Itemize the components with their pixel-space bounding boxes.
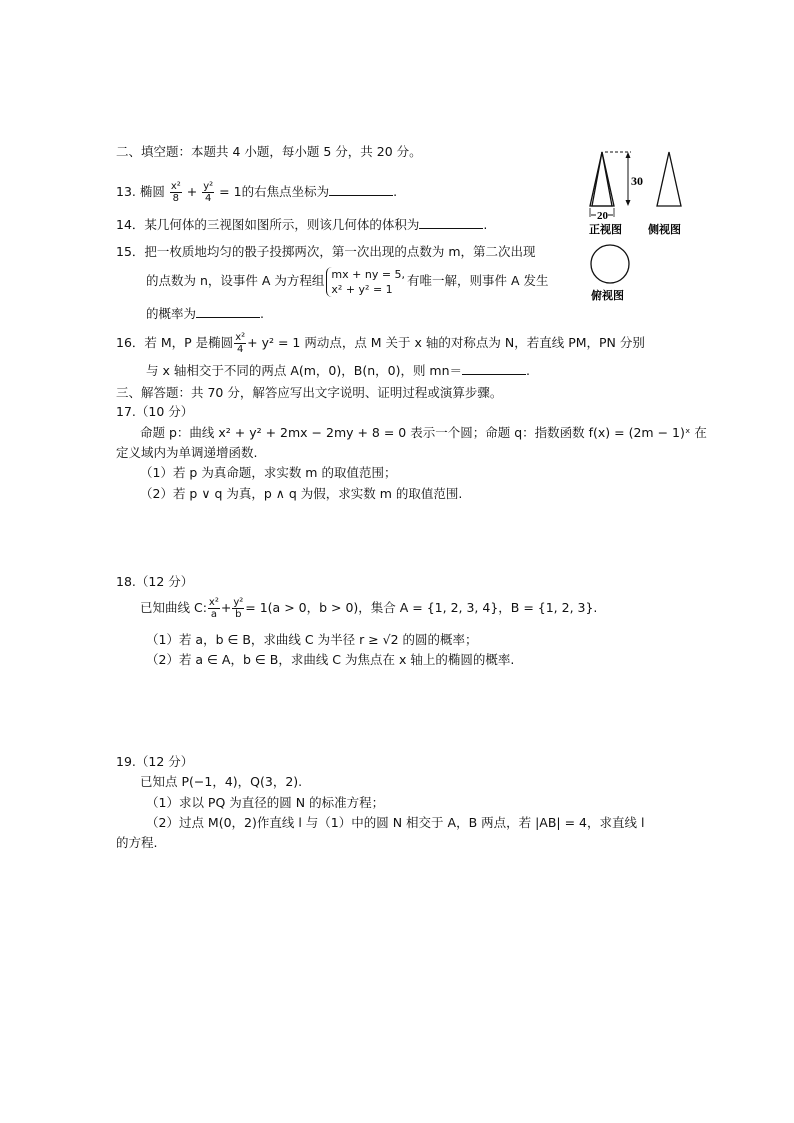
- q18-fraction-y: $\frac{\text{y²}}{b}$: [233, 597, 244, 620]
- top-view-label: 俯视图: [591, 290, 624, 302]
- q13-fraction-y: $\frac{\text{y²}}{4}$: [203, 181, 214, 204]
- q19-part2-cont: 的方程.: [116, 835, 158, 850]
- height-arrow-top: [626, 152, 631, 158]
- q18-part1: （1）若 a，b ∈ B，求曲线 C 为半径 r ≥ √2 的圆的概率；: [146, 632, 478, 647]
- q18-title: 18.（12 分）: [116, 574, 194, 589]
- width-label: 20: [597, 210, 608, 222]
- question-14: 14．某几何体的三视图如图所示，则该几何体的体积为 .: [116, 217, 488, 232]
- q14-text: 14．某几何体的三视图如图所示，则该几何体的体积为: [116, 217, 420, 232]
- q13-number: 13. 椭圆: [116, 184, 165, 199]
- q19-part1: （1）求以 PQ 为直径的圆 N 的标准方程；: [146, 795, 385, 810]
- q15-answer-blank[interactable]: [196, 305, 260, 318]
- q13-equals: = 1: [219, 184, 242, 199]
- q15-equation-system: mx + ny = 5, x² + y² = 1: [326, 267, 405, 297]
- top-view-circle: [591, 245, 629, 283]
- side-view-triangle: [657, 152, 681, 206]
- front-view-triangle: [592, 152, 612, 206]
- question-15-line3: 的概率为 .: [146, 306, 264, 321]
- q14-answer-blank[interactable]: [419, 216, 483, 229]
- q17-line2: 定义域内为单调递增函数.: [116, 445, 258, 460]
- q17-line1: 命题 p：曲线 x² + y² + 2mx − 2my + 8 = 0 表示一个圆；命题 q：指数函数 f(x) = (2m − 1)ˣ 在: [140, 425, 707, 440]
- q17-title: 17.（10 分）: [116, 404, 194, 419]
- q17-part2: （2）若 p ∨ q 为真，p ∧ q 为假，求实数 m 的取值范围.: [140, 486, 463, 501]
- height-label: 30: [631, 174, 643, 188]
- q13-plus: +: [186, 184, 198, 199]
- height-arrow-bottom: [626, 200, 631, 206]
- section3-heading: 三、解答题：共 70 分，解答应写出文字说明、证明过程或演算步骤。: [116, 385, 503, 400]
- question-16-line2: 与 x 轴相交于不同的两点 A(m，0)，B(n，0)，则 mn＝ .: [146, 363, 531, 378]
- q16-answer-blank[interactable]: [462, 362, 526, 375]
- q13-answer-blank[interactable]: [329, 183, 393, 196]
- question-13: 13. 椭圆 $\frac{\text{x²}}{8}$ + $\frac{\text{y²}}{4}$ = 1的右焦点坐标为 .: [116, 181, 398, 204]
- question-15-line2: 的点数为 n，设事件 A 为方程组 mx + ny = 5, x² + y² = 1 有唯一解，则事件 A 发生: [146, 267, 549, 296]
- front-view-label: 正视图: [589, 224, 622, 236]
- q13-text: 的右焦点坐标为: [241, 184, 330, 199]
- q13-fraction-x: $\frac{\text{x²}}{8}$: [170, 181, 181, 204]
- question-15-line1: 15．把一枚质地均匀的骰子投掷两次，第一次出现的点数为 m，第二次出现: [116, 244, 536, 259]
- q19-line1: 已知点 P(−1，4)，Q(3，2).: [140, 774, 303, 789]
- q19-part2: （2）过点 M(0，2)作直线 l 与（1）中的圆 N 相交于 A，B 两点，若 |AB| = 4，求直线 l: [146, 815, 645, 830]
- q16-fraction: $\frac{\text{x²}}{4}$: [235, 332, 246, 355]
- q18-fraction-x: $\frac{\text{x²}}{a}$: [208, 597, 219, 620]
- q18-line1: 已知曲线 C: $\frac{\text{x²}}{a}$ + $\frac{\text{y²}}{b}$ = 1(a > 0，b > 0)，集合 A = {1, 2, 3, 4}，B = {1, 2, 3}.: [140, 597, 598, 620]
- q17-part1: （1）若 p 为真命题，求实数 m 的取值范围；: [140, 465, 397, 480]
- q19-title: 19.（12 分）: [116, 754, 194, 769]
- question-16-line1: 16．若 M，P 是椭圆 $\frac{\text{x²}}{4}$ + y² = 1 两动点，点 M 关于 x 轴的对称点为 N，若直线 PM，PN 分别: [116, 332, 645, 355]
- q18-part2: （2）若 a ∈ A，b ∈ B，求曲线 C 为焦点在 x 轴上的椭圆的概率.: [146, 652, 515, 667]
- three-view-figure: [585, 145, 715, 305]
- side-view-label: 侧视图: [648, 224, 681, 236]
- section2-heading: 二、填空题：本题共 4 小题，每小题 5 分，共 20 分。: [116, 144, 422, 159]
